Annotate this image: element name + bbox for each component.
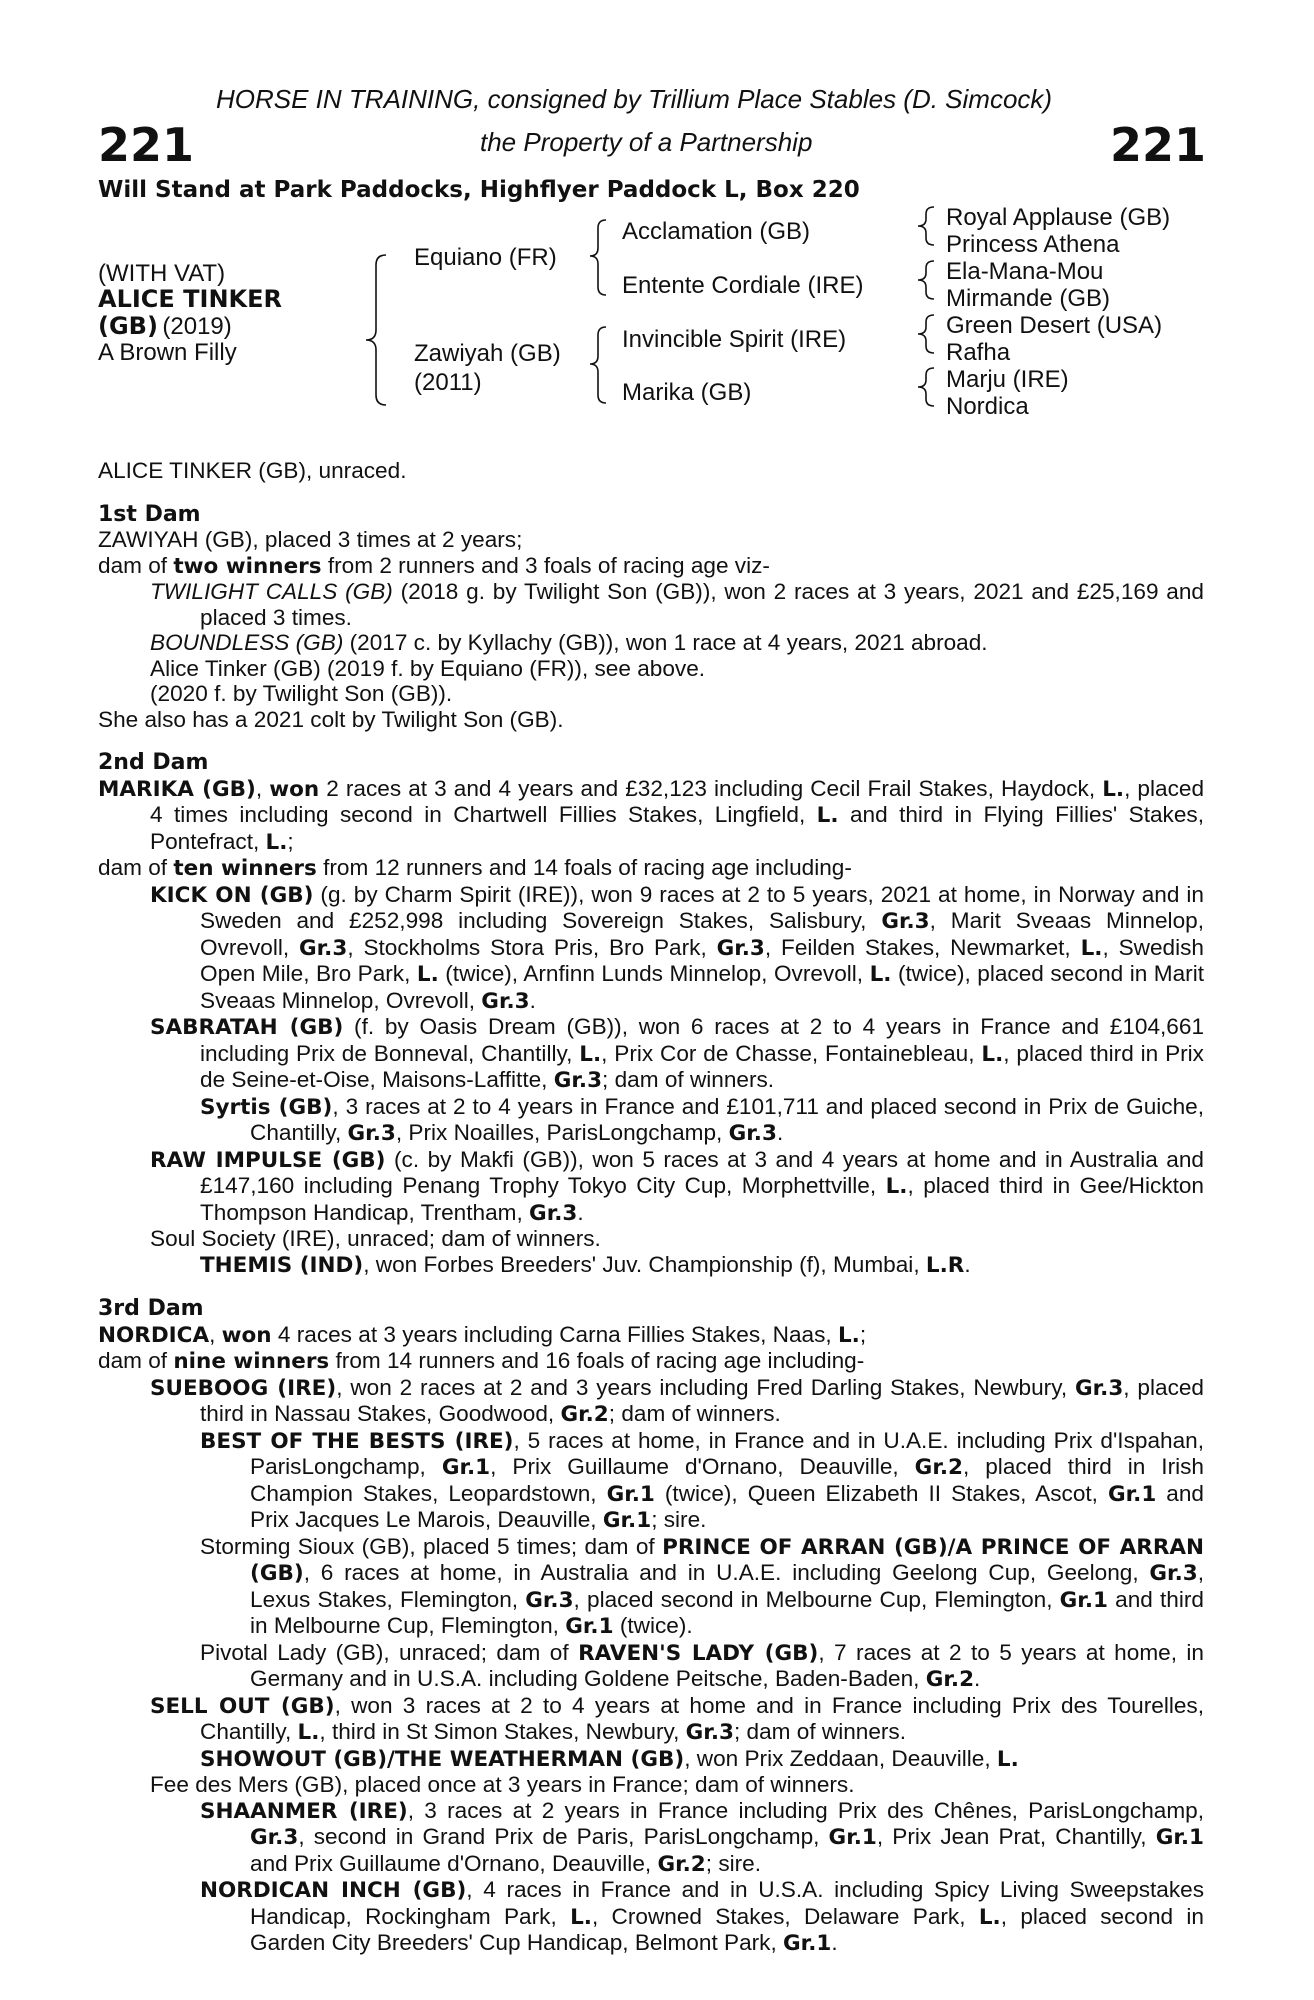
dam-sire: Invincible Spirit (IRE)	[622, 326, 847, 353]
first-dam-produce: dam of two winners from 2 runners and 3 foals of racing age viz-	[98, 552, 770, 579]
ggsire-3: Green Desert (USA)	[946, 312, 1163, 339]
offspring-storming-sioux: Storming Sioux (GB), placed 5 times; dam of PRINCE OF ARRAN (GB)/A PRINCE OF ARRAN (GB), 6 races at home, in Australia and in U.A.E. including Geelong Cup, Geelong, Gr.3, Lexus Stakes, Flemington, Gr.3, placed second in Melbourne Cup, Flemington, Gr.1 and third in Melbourne Cup, Flemington, Gr.1 (twice).	[200, 1533, 1205, 1639]
dam: Zawiyah (GB)	[414, 340, 561, 367]
offspring-showout: SHOWOUT (GB)/THE WEATHERMAN (GB), won Prix Zeddaan, Deauville, L.	[200, 1745, 1019, 1772]
third-dam-record: NORDICA, won 4 races at 3 years including Carna Fillies Stakes, Naas, L.;	[98, 1321, 867, 1348]
offspring-pivotal-lady: Pivotal Lady (GB), unraced; dam of RAVEN'S LADY (GB), 7 races at 2 to 5 years at home, in Germany and in U.S.A. including Goldene Peitsche, Baden-Baden, Gr.2.	[200, 1639, 1204, 1692]
race-record: ALICE TINKER (GB), unraced.	[98, 458, 407, 483]
horse-description: A Brown Filly	[98, 339, 237, 366]
offspring-boundless: BOUNDLESS (GB) (2017 c. by Kyllachy (GB)), won 1 race at 4 years, 2021 abroad.	[150, 630, 988, 655]
offspring-soul-society: Soul Society (IRE), unraced; dam of winners.	[150, 1226, 601, 1251]
offspring-syrtis: Syrtis (GB), 3 races at 2 to 4 years in France and £101,711 and placed second in Prix de Guiche, Chantilly, Gr.3, Prix Noailles, ParisLongchamp, Gr.3.	[200, 1093, 1204, 1146]
ggsire-4: Marju (IRE)	[946, 366, 1069, 393]
offspring-shaanmer: SHAANMER (IRE), 3 races at 2 years in France including Prix des Chênes, ParisLongchamp, Gr.3, second in Grand Prix de Paris, ParisLongchamp, Gr.1, Prix Jean Prat, Chantilly, Gr.1 and Prix Guillaume d'Ornano, Deauville, Gr.2; sire.	[200, 1797, 1204, 1877]
second-dam-record: MARIKA (GB), won 2 races at 3 and 4 years and £32,123 including Cecil Frail Stakes, Haydock, L., placed 4 times including second in Chartwell Fillies Stakes, Lingfield, L. and third in Flying Fillies' Stakes, Pontefract, L.;	[98, 775, 1205, 855]
offspring-themis: THEMIS (IND), won Forbes Breeders' Juv. Championship (f), Mumbai, L.R.	[200, 1251, 971, 1278]
offspring-sueboog: SUEBOOG (IRE), won 2 races at 2 and 3 years including Fred Darling Stakes, Newbury, Gr.3, placed third in Nassau Stakes, Goodwood, Gr.2; dam of winners.	[150, 1374, 1204, 1427]
stand-location: Will Stand at Park Paddocks, Highflyer Paddock L, Box 220	[98, 177, 860, 203]
dam-year: (2011)	[414, 369, 482, 396]
offspring-2020-filly: (2020 f. by Twilight Son (GB)).	[150, 681, 453, 706]
horse-name: ALICE TINKER	[98, 285, 283, 313]
ggsire-1: Royal Applause (GB)	[946, 204, 1171, 231]
lot-number-left: 221	[98, 118, 195, 172]
offspring-sell-out: SELL OUT (GB), won 3 races at 2 to 4 years at home and in France including Prix des Tourelles, Chantilly, L., third in St Simon Stakes, Newbury, Gr.3; dam of winners.	[150, 1692, 1204, 1745]
catalogue-body	[98, 458, 1204, 1957]
consignment-line: HORSE IN TRAINING, consigned by Trillium Place Stables (D. Simcock)	[216, 84, 1053, 114]
offspring-nordican-inch: NORDICAN INCH (GB), 4 races in France and in U.S.A. including Spicy Living Sweepstakes Handicap, Rockingham Park, L., Crowned Stakes, Delaware Park, L., placed second in Garden City Breeders' Cup Handicap, Belmont Park, Gr.1.	[200, 1877, 1204, 1956]
lot-number-right: 221	[1109, 118, 1206, 172]
third-dam-heading: 3rd Dam	[98, 1296, 204, 1321]
offspring-best-of-the-bests: BEST OF THE BESTS (IRE), 5 races at home, in France and in U.A.E. including Prix d'Ispahan, ParisLongchamp, Gr.1, Prix Guillaume d'Ornano, Deauville, Gr.2, placed third in Irish Champion Stakes, Leopardstown, Gr.1 (twice), Queen Elizabeth II Stakes, Ascot, Gr.1 and Prix Jacques Le Marois, Deauville, Gr.1; sire.	[200, 1427, 1204, 1533]
offspring-kick-on: KICK ON (GB) (g. by Charm Spirit (IRE)), won 9 races at 2 to 5 years, 2021 at home, in Norway and in Sweden and £252,998 including Sovereign Stakes, Salisbury, Gr.3, Marit Sveaas Minnelop, Ovrevoll, Gr.3, Stockholms Stora Pris, Bro Park, Gr.3, Feilden Stakes, Newmarket, L., Swedish Open Mile, Bro Park, L. (twice), Arnfinn Lunds Minnelop, Ovrevoll, L. (twice), placed second in Marit Sveaas Minnelop, Ovrevoll, Gr.3.	[150, 881, 1205, 1014]
vat-note: (WITH VAT)	[98, 260, 226, 287]
horse-country: (GB)	[98, 312, 158, 340]
offspring-raw-impulse: RAW IMPULSE (GB) (c. by Makfi (GB)), won 5 races at 3 and 4 years at home and in Australia and £147,160 including Penang Trophy Tokyo City Cup, Morphettville, L., placed third in Gee/Hickton Thompson Handicap, Trentham, Gr.3.	[150, 1146, 1205, 1226]
offspring-fee-des-mers: Fee des Mers (GB), placed once at 3 years in France; dam of winners.	[150, 1772, 855, 1797]
ggdam-4: Nordica	[946, 393, 1029, 420]
ggdam-1: Princess Athena	[946, 231, 1120, 258]
third-dam-produce: dam of nine winners from 14 runners and 16 foals of racing age including-	[98, 1348, 865, 1374]
dam-dam: Marika (GB)	[622, 379, 752, 406]
property-line: the Property of a Partnership	[480, 127, 813, 157]
offspring-2021-colt: She also has a 2021 colt by Twilight Son (GB).	[98, 706, 564, 732]
first-dam-line: ZAWIYAH (GB), placed 3 times at 2 years;	[98, 527, 523, 552]
sire-dam: Entente Cordiale (IRE)	[622, 272, 864, 299]
second-dam-produce: dam of ten winners from 12 runners and 14 foals of racing age including-	[98, 855, 852, 881]
first-dam-heading: 1st Dam	[98, 501, 201, 527]
ggdam-3: Rafha	[946, 339, 1011, 366]
ggdam-2: Mirmande (GB)	[946, 285, 1111, 312]
offspring-twilight-calls: TWILIGHT CALLS (GB) (2018 g. by Twilight Son (GB)), won 2 races at 3 years, 2021 and £25,169 and placed 3 times.	[150, 579, 1204, 630]
ggsire-2: Ela-Mana-Mou	[946, 258, 1104, 285]
sire-sire: Acclamation (GB)	[622, 218, 811, 245]
offspring-sabratah: SABRATAH (GB) (f. by Oasis Dream (GB)), won 6 races at 2 to 4 years in France and £104,661 including Prix de Bonneval, Chantilly, L., Prix Cor de Chasse, Fontainebleau, L., placed third in Prix de Seine-et-Oise, Maisons-Laffitte, Gr.3; dam of winners.	[150, 1014, 1205, 1093]
second-dam-heading: 2nd Dam	[98, 750, 209, 775]
offspring-alice-tinker: Alice Tinker (GB) (2019 f. by Equiano (FR)), see above.	[150, 655, 706, 681]
horse-year: (2019)	[162, 313, 232, 340]
sire: Equiano (FR)	[414, 244, 557, 271]
